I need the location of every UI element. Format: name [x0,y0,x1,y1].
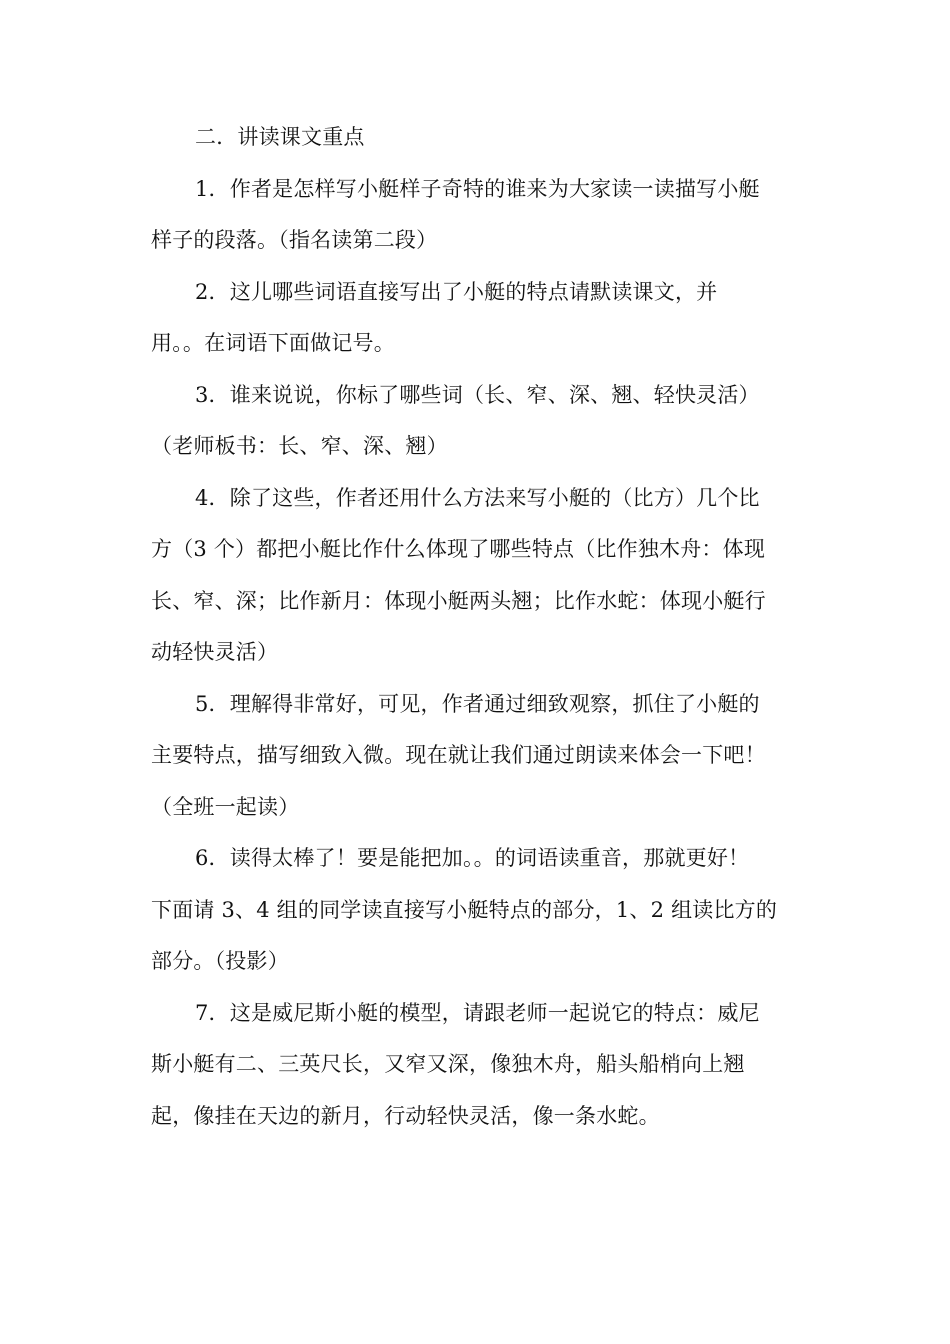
paragraph-line: 用。。在词语下面做记号。 [151,331,395,355]
paragraph-4 [151,473,801,679]
paragraph-line: （全班一起读） [151,794,300,819]
paragraph-6 [151,833,801,988]
document-body [151,112,801,1142]
paragraph-line: 2．这儿哪些词语直接写出了小艇的特点请默读课文，并 [195,279,718,304]
paragraph-line: 长、窄、深；比作新月：体现小艇两头翘；比作水蛇：体现小艇行 [151,588,766,613]
paragraph-3 [151,370,801,473]
paragraph-line: 斯小艇有二、三英尺长，又窄又深，像独木舟，船头船梢向上翘 [151,1052,745,1076]
paragraph-line: 1．作者是怎样写小艇样子奇特的谁来为大家读一读描写小艇 [195,176,760,201]
paragraph-line: 3．谁来说说，你标了哪些词（长、窄、深、翘、轻快灵活） [195,382,760,407]
paragraph-line: 5．理解得非常好，可见，作者通过细致观察，抓住了小艇的 [195,691,760,716]
paragraph-1 [151,164,801,267]
paragraph-line: 方（3 个）都把小艇比作什么体现了哪些特点（比作独木舟：体现 [151,537,766,561]
paragraph-line: 下面请 3、4 组的同学读直接写小艇特点的部分，1、2 组读比方的 [151,897,778,922]
paragraph-line: 7．这是威尼斯小艇的模型，请跟老师一起说它的特点：威尼 [195,1000,760,1025]
paragraph-line: 6．读得太棒了！要是能把加。。的词语读重音，那就更好！ [195,846,750,870]
section-heading: 二．讲读课文重点 [195,125,365,149]
paragraph-7 [151,988,801,1143]
paragraph-5 [151,679,801,834]
paragraph-2 [151,267,801,370]
paragraph-line: 4．除了这些，作者还用什么方法来写小艇的（比方）几个比 [195,485,760,510]
paragraph-line: 部分。（投影） [151,949,289,973]
paragraph-line: 样子的段落。（指名读第二段） [151,228,438,252]
paragraph-line: 主要特点，描写细致入微。现在就让我们通过朗读来体会一下吧！ [151,743,766,767]
paragraph-line: 动轻快灵活） [151,640,279,664]
paragraph-line: （老师板书：长、窄、深、翘） [151,434,448,458]
paragraph-line: 起，像挂在天边的新月，行动轻快灵活，像一条水蛇。 [151,1103,660,1128]
